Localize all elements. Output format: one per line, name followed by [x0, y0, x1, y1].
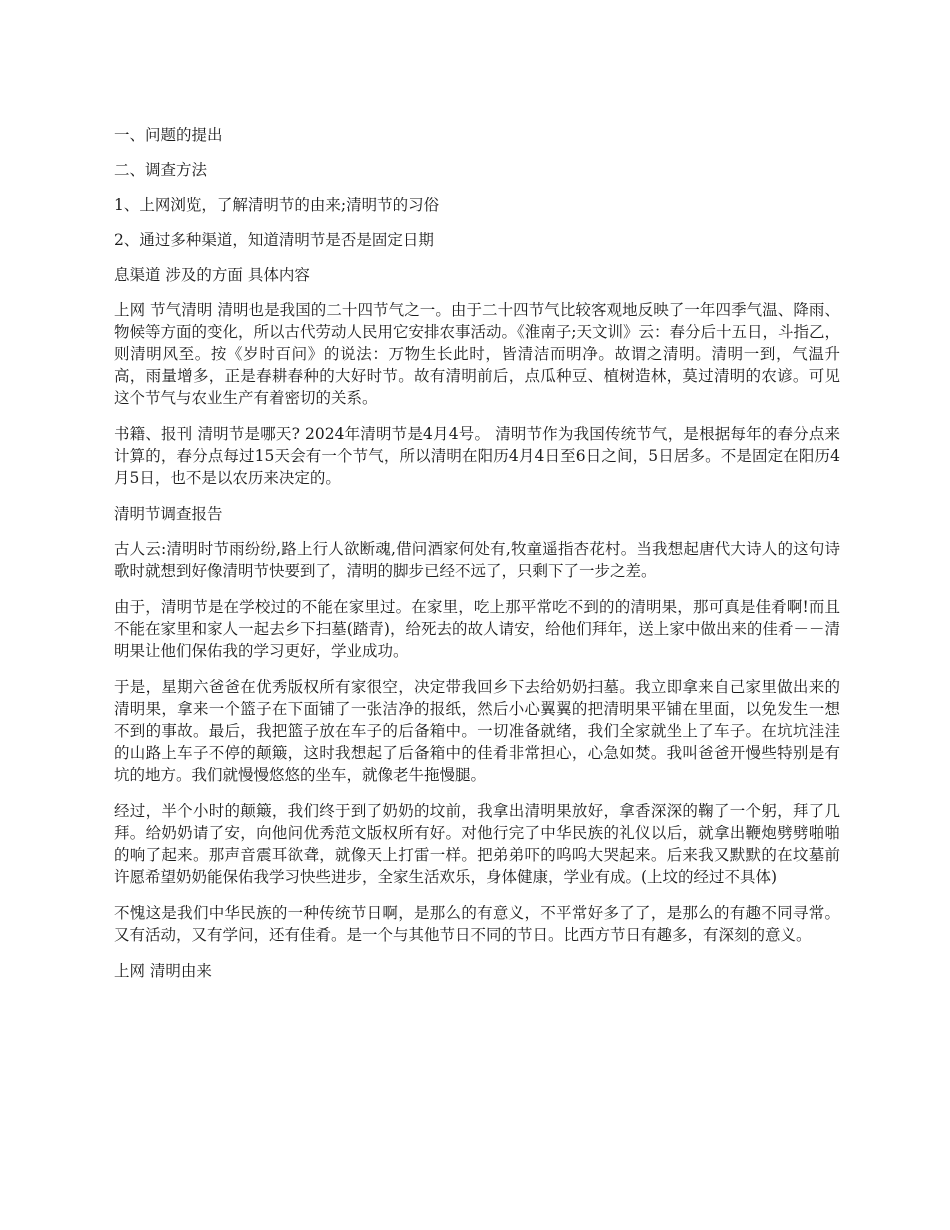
- paragraph-trip: 于是，星期六爸爸在优秀版权所有家很空，决定带我回乡下去给奶奶扫墓。我立即拿来自己家里做出来的清明果，拿来一个篮子在下面铺了一张洁净的报纸，然后小心翼翼的把清明果平铺在里面，以免发生一想不到的事故。最后，我把篮子放在车子的后备箱中。一切准备就绪，我们全家就坐上了车子。在坑坑洼洼的山路上车子不停的颠簸，这时我想起了后备箱中的佳肴非常担心，心急如焚。我叫爸爸开慢些特别是有坑的地方。我们就慢慢悠悠的坐车，就像老牛拖慢腿。: [114, 678, 840, 784]
- report-title: 清明节调查报告: [114, 505, 223, 523]
- paragraph-origin: 上网 清明由来: [114, 962, 212, 980]
- document-page: [114, 124, 840, 995]
- paragraph-solar-term: 上网 节气清明 清明也是我国的二十四节气之一。由于二十四节气比较客观地反映了一年四季气温、降雨、物候等方面的变化，所以古代劳动人民用它安排农事活动。《淮南子;天文训》云：春分后十五日，斗指乙，则清明风至。按《岁时百问》的说法：万物生长此时，皆清洁而明净。故谓之清明。清明一到，气温升高，雨量增多，正是春耕春种的大好时节。故有清明前后，点瓜种豆、植树造林，莫过清明的农谚。可见这个节气与农业生产有着密切的关系。: [114, 301, 840, 407]
- paragraph-conclusion: 不愧这是我们中华民族的一种传统节日啊，是那么的有意义，不平常好多了了，是那么的有趣不同寻常。又有活动，又有学问，还有佳肴。是一个与其他节日不同的节日。比西方节日有趣多，有深刻的意义。: [114, 904, 840, 944]
- heading-problem: 一、问题的提出: [114, 126, 223, 144]
- paragraph-poem: 古人云:清明时节雨纷纷,路上行人欲断魂,借问酒家何处有,牧童遥指杏花村。当我想起唐代大诗人的这句诗歌时就想到好像清明节快要到了，清明的脚步已经不远了，只剩下了一步之差。: [114, 540, 840, 580]
- paragraph-date: 书籍、报刊 清明节是哪天? 2024年清明节是4月4号。 清明节作为我国传统节气，是根据每年的春分点来计算的，春分点每过15天会有一个节气，所以清明在阳历4月4日至6日之间，5日居多。不是固定在阳历4月5日，也不是以农历来决定的。: [114, 425, 840, 487]
- paragraph-school: 由于，清明节是在学校过的不能在家里过。在家里，吃上那平常吃不到的的清明果，那可真是佳肴啊!而且不能在家里和家人一起去乡下扫墓(踏青)，给死去的故人请安，给他们拜年，送上家中做出来的佳肴－－清明果让他们保佑我的学习更好，学业成功。: [114, 598, 840, 660]
- table-header-line: 息渠道 涉及的方面 具体内容: [114, 266, 310, 284]
- paragraph-tomb: 经过，半个小时的颠簸，我们终于到了奶奶的坟前，我拿出清明果放好，拿香深深的鞠了一个躬，拜了几拜。给奶奶请了安，向他问优秀范文版权所有好。对他行完了中华民族的礼仪以后，就拿出鞭炮劈劈啪啪的响了起来。那声音震耳欲聋，就像天上打雷一样。把弟弟吓的呜呜大哭起来。后来我又默默的在坟墓前许愿希望奶奶能保佑我学习快些进步，全家生活欢乐，身体健康，学业有成。(上坟的经过不具体): [114, 802, 840, 886]
- method-item-1: 1、上网浏览，了解清明节的由来;清明节的习俗: [114, 196, 440, 214]
- heading-method: 二、调查方法: [114, 161, 208, 179]
- method-item-2: 2、通过多种渠道，知道清明节是否是固定日期: [114, 231, 434, 249]
